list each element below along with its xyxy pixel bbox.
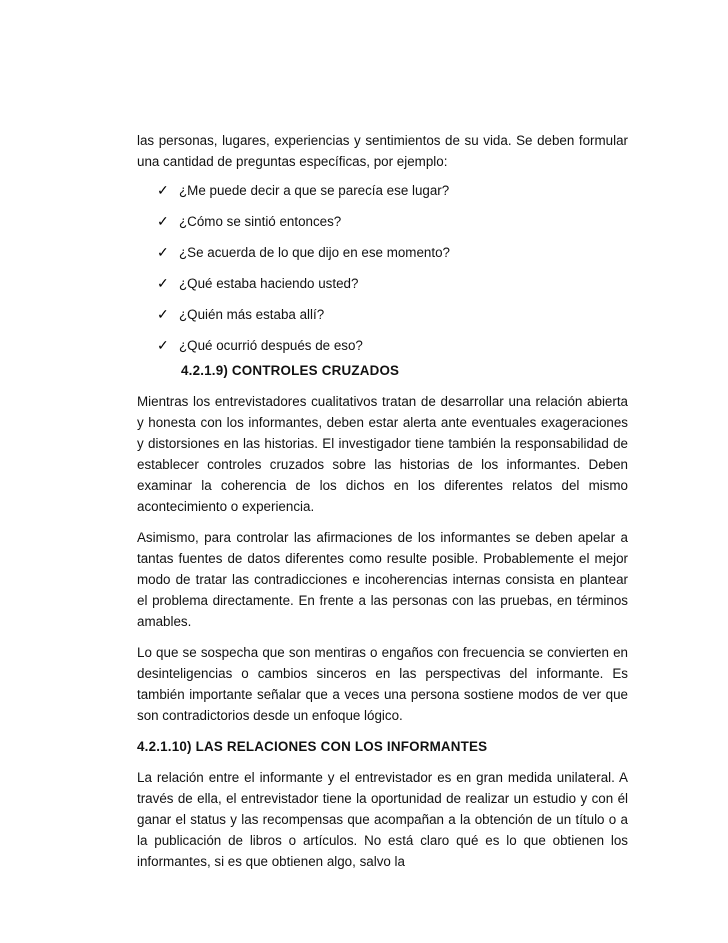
- checkmark-icon: ✓: [157, 275, 169, 291]
- document-page: [137, 130, 628, 882]
- checkmark-icon: ✓: [157, 306, 169, 322]
- section-heading-controles-cruzados: 4.2.1.9) CONTROLES CRUZADOS: [181, 363, 400, 378]
- body-paragraph: Asimismo, para controlar las afirmaciones de los informantes se deben apelar a tantas fuentes de datos diferentes como resulte posible. Probablemente el mejor modo de tratar las contradicciones e incoherencias internas consista en plantear el problema directamente. En frente a las personas con las pruebas, en términos amables.: [137, 530, 628, 629]
- section-heading-relaciones-informantes: 4.2.1.10) LAS RELACIONES CON LOS INFORMANTES: [137, 739, 488, 754]
- question-text: ¿Se acuerda de lo que dijo en ese momento?: [179, 245, 450, 260]
- list-item: [137, 304, 628, 325]
- question-text: ¿Me puede decir a que se parecía ese lugar?: [179, 183, 450, 198]
- checkmark-icon: ✓: [157, 213, 169, 229]
- checkmark-icon: ✓: [157, 244, 169, 260]
- question-text: ¿Qué ocurrió después de eso?: [179, 338, 363, 353]
- intro-paragraph: las personas, lugares, experiencias y sentimientos de su vida. Se deben formular una cantidad de preguntas específicas, por ejemplo:: [137, 133, 628, 169]
- list-item: [137, 242, 628, 263]
- question-text: ¿Quién más estaba allí?: [179, 307, 325, 322]
- question-text: ¿Qué estaba haciendo usted?: [179, 276, 359, 291]
- list-item: [137, 180, 628, 201]
- list-item: [137, 335, 628, 356]
- list-item: [137, 211, 628, 232]
- body-paragraph: Mientras los entrevistadores cualitativos tratan de desarrollar una relación abierta y honesta con los informantes, deben estar alerta ante eventuales exageraciones y distorsiones en las historias. El investigador tiene también la responsabilidad de establecer controles cruzados sobre las historias de los informantes. Deben examinar la coherencia de los dichos en los diferentes relatos del mismo acontecimiento o experiencia.: [137, 394, 628, 514]
- checkmark-icon: ✓: [157, 182, 169, 198]
- body-paragraph: La relación entre el informante y el entrevistador es en gran medida unilateral. A través de ella, el entrevistador tiene la oportunidad de realizar un estudio y con él ganar el status y las recompensas que acompañan a la obtención de un título o a la publicación de libros o artículos. No está claro qué es lo que obtienen los informantes, si es que obtienen algo, salvo la: [137, 770, 628, 869]
- question-list: [137, 180, 628, 356]
- list-item: [137, 273, 628, 294]
- question-text: ¿Cómo se sintió entonces?: [179, 214, 342, 229]
- checkmark-icon: ✓: [157, 337, 169, 353]
- body-paragraph: Lo que se sospecha que son mentiras o engaños con frecuencia se convierten en desinteligencias o cambios sinceros en las perspectivas del informante. Es también importante señalar que a veces una persona sostiene modos de ver que son contradictorios desde un enfoque lógico.: [137, 645, 628, 723]
